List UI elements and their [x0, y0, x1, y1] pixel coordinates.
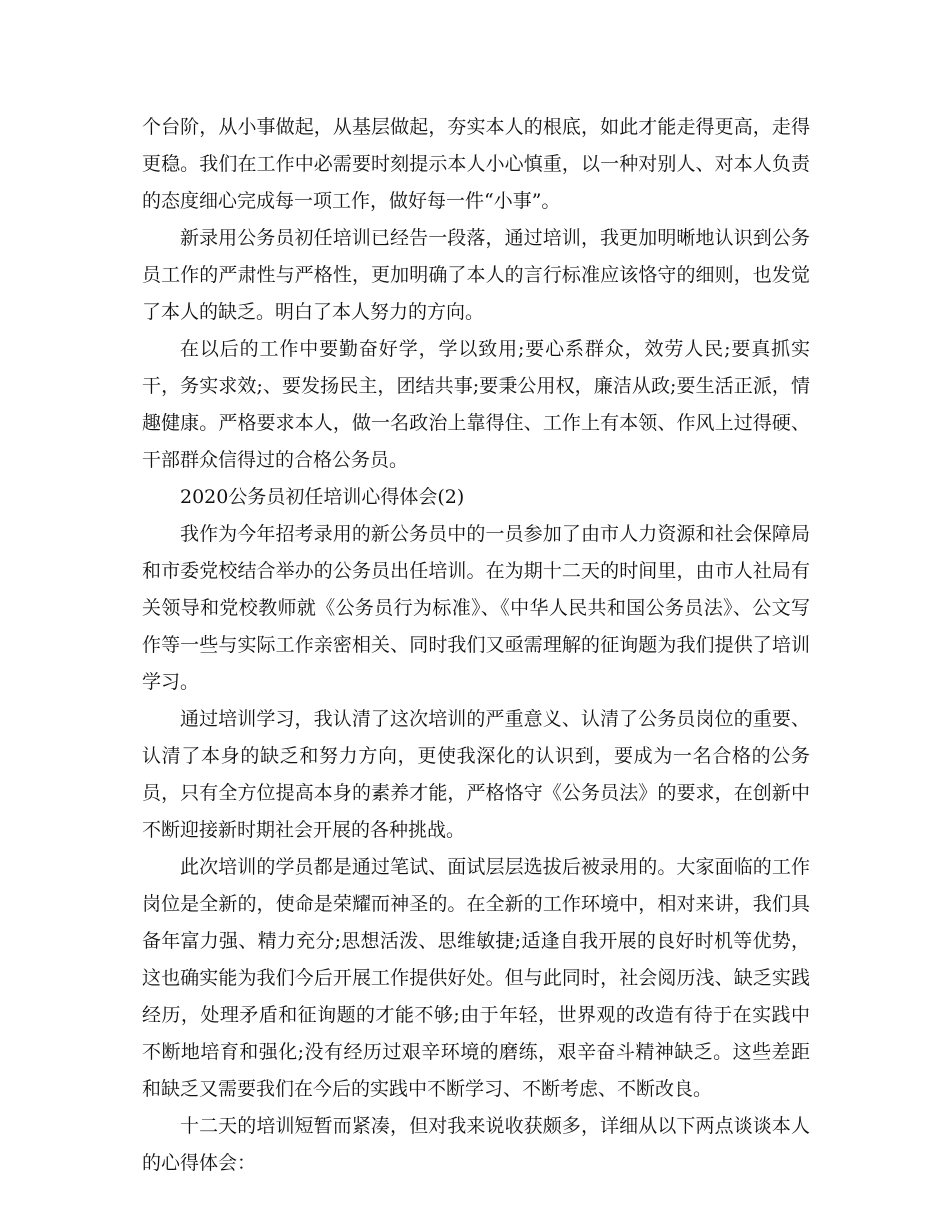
paragraph-understanding: 通过培训学习，我认清了这次培训的严重意义、认清了公务员岗位的重要、认清了本身的缺乏和努力方向，更使我深化的认识到，要成为一名合格的公务员，只有全方位提高本身的素养才能，严格恪守《公务员法》的要求，在创新中不断迎接新时期社会开展的各种挑战。	[142, 708, 810, 841]
document-body	[142, 109, 810, 1182]
paragraph-future-work: 在以后的工作中要勤奋好学，学以致用;要心系群众，效劳人民;要真抓实干，务实求效;、要发扬民主，团结共事;要秉公用权，廉洁从政;要生活正派，情趣健康。严格要求本人，做一名政治上靠得住、工作上有本领、作风上过得硬、干部群众信得过的合格公务员。	[142, 338, 810, 471]
paragraph-continued: 个台阶，从小事做起，从基层做起，夯实本人的根底，如此才能走得更高，走得更稳。我们在工作中必需要时刻提示本人小心慎重，以一种对别人、对本人负责的态度细心完成每一项工作，做好每一件“小事”。	[142, 116, 810, 212]
paragraph-introduction: 我作为今年招考录用的新公务员中的一员参加了由市人力资源和社会保障局和市委党校结合举办的公务员出任培训。在为期十二天的时间里，由市人社局有关领导和党校教师就《公务员行为标准》、《中华人民共和国公务员法》、公文写作等一些与实际工作亲密相关、同时我们又亟需理解的征询题为我们提供了培训学习。	[142, 523, 810, 693]
section-heading: 2020公务员初任培训心得体会(2)	[180, 486, 465, 508]
paragraph-trainees: 此次培训的学员都是通过笔试、面试层层选拔后被录用的。大家面临的工作岗位是全新的，使命是荣耀而神圣的。在全新的工作环境中，相对来讲，我们具备年富力强、精力充分;思想活泼、思维敏捷;适逢自我开展的良好时机等优势，这也确实能为我们今后开展工作提供好处。但与此同时，社会阅历浅、缺乏实践经历，处理矛盾和征询题的才能不够;由于年轻，世界观的改造有待于在实践中不断地培育和强化;没有经历过艰辛环境的磨练，艰辛奋斗精神缺乏。这些差距和缺乏又需要我们在今后的实践中不断学习、不断考虑、不断改良。	[142, 856, 810, 1100]
paragraph-reflection: 十二天的培训短暂而紧凑，但对我来说收获颇多，详细从以下两点谈谈本人的心得体会：	[142, 1115, 810, 1174]
paragraph-training-summary: 新录用公务员初任培训已经告一段落，通过培训，我更加明晰地认识到公务员工作的严肃性与严格性，更加明确了本人的言行标准应该恪守的细则，也发觉了本人的缺乏。明白了本人努力的方向。	[142, 227, 810, 323]
